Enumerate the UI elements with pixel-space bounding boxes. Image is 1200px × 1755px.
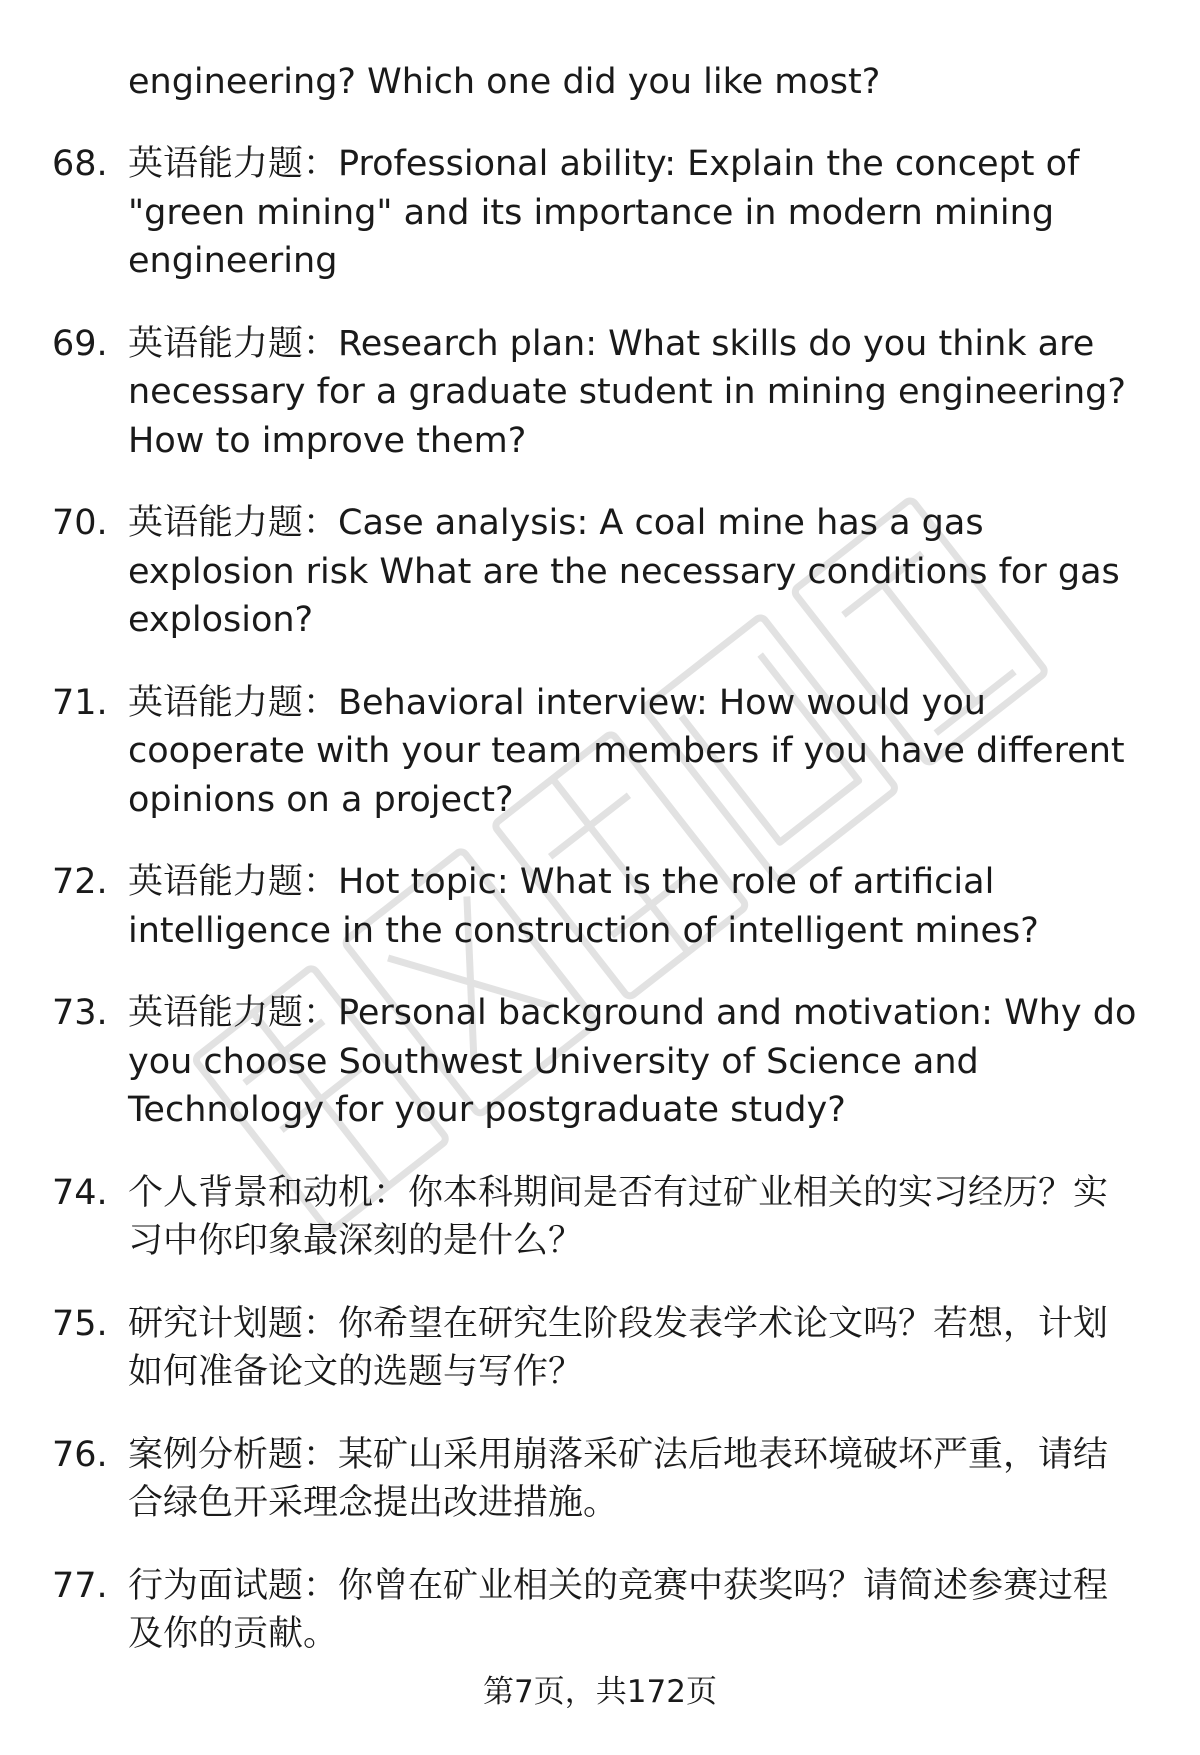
question-item [0, 1431, 1200, 1528]
question-number: 73. [52, 993, 108, 1033]
question-text: 案例分析题：某矿山采用崩落采矿法后地表环境破坏严重，请结合绿色开采理念提出改进措施。 [128, 1434, 1109, 1523]
question-item [0, 1562, 1200, 1659]
page-number-footer: 第7页，共172页 [483, 1674, 717, 1710]
question-text: 英语能力题：Behavioral interview: How would you cooperate with your team members if you have different opinions on a project? [128, 682, 1125, 820]
question-item [0, 1169, 1200, 1266]
question-number: 77. [52, 1565, 108, 1606]
question-item [0, 499, 1200, 645]
question-text: 个人背景和动机：你本科期间是否有过矿业相关的实习经历？实习中你印象最深刻的是什么？ [128, 1172, 1109, 1261]
question-number: 75. [52, 1303, 108, 1344]
question-item [0, 858, 1200, 955]
question-item [0, 320, 1200, 466]
continued-question-text: engineering? Which one did you like most? [128, 62, 881, 102]
question-number: 71. [52, 682, 108, 723]
question-number: 68. [52, 144, 108, 184]
question-number: 76. [52, 1434, 108, 1475]
question-item [0, 989, 1200, 1135]
question-number: 72. [52, 862, 108, 902]
question-item [0, 679, 1200, 825]
question-number: 69. [52, 323, 108, 364]
question-number: 70. [52, 503, 108, 543]
question-number: 74. [52, 1172, 108, 1213]
question-item [0, 140, 1200, 286]
question-text: 英语能力题：Case analysis: A coal mine has a gas explosion risk What are the necessary conditions for gas explosion? [128, 503, 1120, 640]
question-text: 英语能力题：Research plan: What skills do you think are necessary for a graduate student in mining engineering? How to improve them? [128, 323, 1126, 461]
question-text: 英语能力题：Professional ability: Explain the concept of "green mining" and its importance in modern mining engineering [128, 144, 1080, 281]
question-text: 研究计划题：你希望在研究生阶段发表学术论文吗？若想，计划如何准备论文的选题与写作？ [128, 1303, 1109, 1392]
question-text: 英语能力题：Hot topic: What is the role of artificial intelligence in the construction of intelligent mines? [128, 862, 1039, 951]
question-text: 英语能力题：Personal background and motivation: Why do you choose Southwest University of Science and Technology for your postgraduate study? [128, 993, 1137, 1130]
question-list [0, 140, 1200, 1693]
question-text: 行为面试题：你曾在矿业相关的竞赛中获奖吗？请简述参赛过程及你的贡献。 [128, 1565, 1109, 1654]
question-item [0, 1300, 1200, 1397]
